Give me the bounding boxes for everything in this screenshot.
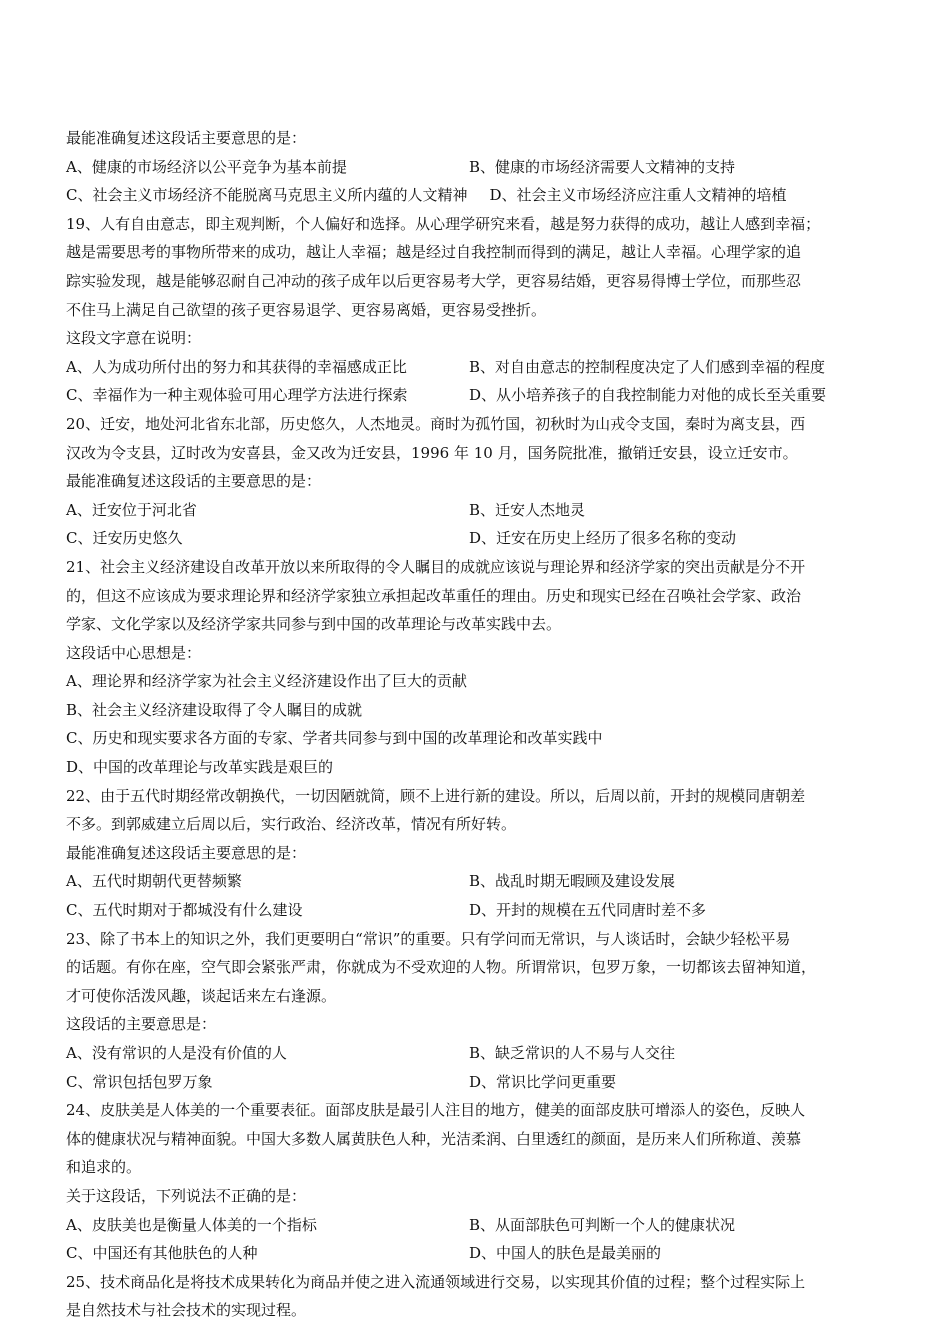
option-row — [66, 524, 888, 553]
option-right: B、从面部肤色可判断一个人的健康状况 — [469, 1215, 736, 1234]
option-left: A、健康的市场经济以公平竞争为基本前提 — [66, 157, 347, 176]
text-line: 体的健康状况与精神面貌。中国大多数人属黄肤色人种，光洁柔润、白里透红的颜面，是历来人们所称道、羡慕 — [66, 1129, 802, 1148]
option-right: D、常识比学问更重要 — [469, 1072, 617, 1091]
option-left: C、幸福作为一种主观体验可用心理学方法进行探索 — [66, 386, 408, 405]
option-right: B、迁安人杰地灵 — [469, 500, 586, 519]
option-row — [66, 867, 888, 896]
option-row — [66, 1239, 888, 1268]
option-row — [66, 353, 888, 382]
text-line: 22、由于五代时期经常改朝换代，一切因陋就简，顾不上进行新的建设。所以，后周以前，开封的规模同唐朝差 — [66, 786, 806, 805]
text-line: 这段话的主要意思是： — [66, 1015, 217, 1034]
text-line: 的话题。有你在座，空气即会紧张严肃，你就成为不受欢迎的人物。所谓常识，包罗万象，一切都该去留神知道， — [66, 958, 817, 977]
option-left: A、迁安位于河北省 — [66, 500, 197, 519]
text-line: 23、除了书本上的知识之外，我们更要明白“常识”的重要。只有学问而无常识，与人谈话时，会缺少轻松平易 — [66, 929, 791, 948]
option-right: D、开封的规模在五代同唐时差不多 — [469, 901, 707, 920]
option-row — [66, 181, 888, 210]
option-row — [66, 1068, 888, 1097]
text-line: A、理论界和经济学家为社会主义经济建设作出了巨大的贡献 — [66, 672, 467, 691]
option-right: D、迁安在历史上经历了很多名称的变动 — [469, 529, 737, 548]
option-left: A、五代时期朝代更替频繁 — [66, 872, 242, 891]
text-line: 19、人有自由意志，即主观判断，个人偏好和选择。从心理学研究来看，越是努力获得的成功，越让人感到幸福； — [66, 214, 821, 233]
option-row — [66, 896, 888, 925]
text-line: 越是需要思考的事物所带来的成功，越让人幸福；越是经过自我控制而得到的满足，越让人幸福。心理学家的追 — [66, 243, 802, 262]
text-line: 这段话中心思想是： — [66, 643, 202, 662]
option-row — [66, 153, 888, 182]
option-left: C、社会主义市场经济不能脱离马克思主义所内蕴的人文精神 — [66, 186, 468, 205]
option-row — [66, 496, 888, 525]
text-line: 最能准确复述这段话主要意思的是： — [66, 843, 307, 862]
option-right: B、缺乏常识的人不易与人交往 — [469, 1044, 676, 1062]
option-row — [66, 381, 888, 410]
text-line: 这段文字意在说明： — [66, 329, 202, 348]
option-row — [66, 1211, 888, 1240]
text-line: 25、技术商品化是将技术成果转化为商品并使之进入流通领域进行交易，以实现其价值的过程；整个过程实际上 — [66, 1272, 806, 1291]
text-line: 关于这段话，下列说法不正确的是： — [66, 1186, 307, 1205]
option-left: C、中国还有其他肤色的人种 — [66, 1244, 258, 1263]
option-right: D、社会主义市场经济应注重人文精神的培植 — [489, 186, 787, 205]
text-line: 21、社会主义经济建设自改革开放以来所取得的令人瞩目的成就应该说与理论界和经济学家的突出贡献是分不开 — [66, 557, 806, 576]
text-line: 24、皮肤美是人体美的一个重要表征。面部皮肤是最引人注目的地方，健美的面部皮肤可增添人的姿色，反映人 — [66, 1101, 806, 1120]
text-line: 学家、文化学家以及经济学家共同参与到中国的改革理论与改革实践中去。 — [66, 615, 562, 634]
text-line: 最能准确复述这段话的主要意思的是： — [66, 472, 322, 491]
option-right: D、中国人的肤色是最美丽的 — [469, 1244, 662, 1263]
text-line: 不多。到郭威建立后周以后，实行政治、经济改革，情况有所好转。 — [66, 815, 517, 834]
option-left: C、五代时期对于都城没有什么建设 — [66, 901, 303, 920]
option-left: A、没有常识的人是没有价值的人 — [66, 1044, 287, 1062]
text-line: 汉改为令支县，辽时改为安喜县，金又改为迁安县，1996 年 10 月，国务院批准，撤销迁安县，设立迁安市。 — [66, 443, 798, 462]
option-right: B、对自由意志的控制程度决定了人们感到幸福的程度 — [469, 357, 826, 376]
option-right: B、健康的市场经济需要人文精神的支持 — [469, 157, 736, 176]
option-left: A、皮肤美也是衡量人体美的一个指标 — [66, 1215, 317, 1234]
text-line: 的，但这不应该成为要求理论界和经济学家独立承担起改革重任的理由。历史和现实已经在召唤社会学家、政治 — [66, 586, 802, 605]
option-right: D、从小培养孩子的自我控制能力对他的成长至关重要 — [469, 386, 827, 405]
option-left: C、常识包括包罗万象 — [66, 1072, 213, 1091]
text-line: 20、迁安，地处河北省东北部，历史悠久，人杰地灵。商时为孤竹国，初秋时为山戎令支国，秦时为离支县，西 — [66, 414, 806, 433]
option-row — [66, 1039, 888, 1068]
text-line: 和追求的。 — [66, 1158, 142, 1177]
text-line: 是自然技术与社会技术的实现过程。 — [66, 1301, 307, 1320]
option-left: C、迁安历史悠久 — [66, 529, 183, 548]
option-left: A、人为成功所付出的努力和其获得的幸福感成正比 — [66, 357, 407, 376]
text-line: 才可使你活泼风趣，谈起话来左右逢源。 — [66, 986, 337, 1005]
text-line: D、中国的改革理论与改革实践是艰巨的 — [66, 758, 334, 777]
text-line: B、社会主义经济建设取得了令人瞩目的成就 — [66, 700, 363, 719]
text-line: 不住马上满足自己欲望的孩子更容易退学、更容易离婚，更容易受挫折。 — [66, 300, 547, 319]
text-line: 踪实验发现，越是能够忍耐自己冲动的孩子成年以后更容易考大学，更容易结婚，更容易得博士学位，而那些忍 — [66, 271, 802, 290]
option-right: B、战乱时期无暇顾及建设发展 — [469, 872, 676, 891]
text-line: C、历史和现实要求各方面的专家、学者共同参与到中国的改革理论和改革实践中 — [66, 729, 603, 748]
document-page — [66, 124, 888, 1325]
text-line: 最能准确复述这段话主要意思的是： — [66, 129, 307, 147]
